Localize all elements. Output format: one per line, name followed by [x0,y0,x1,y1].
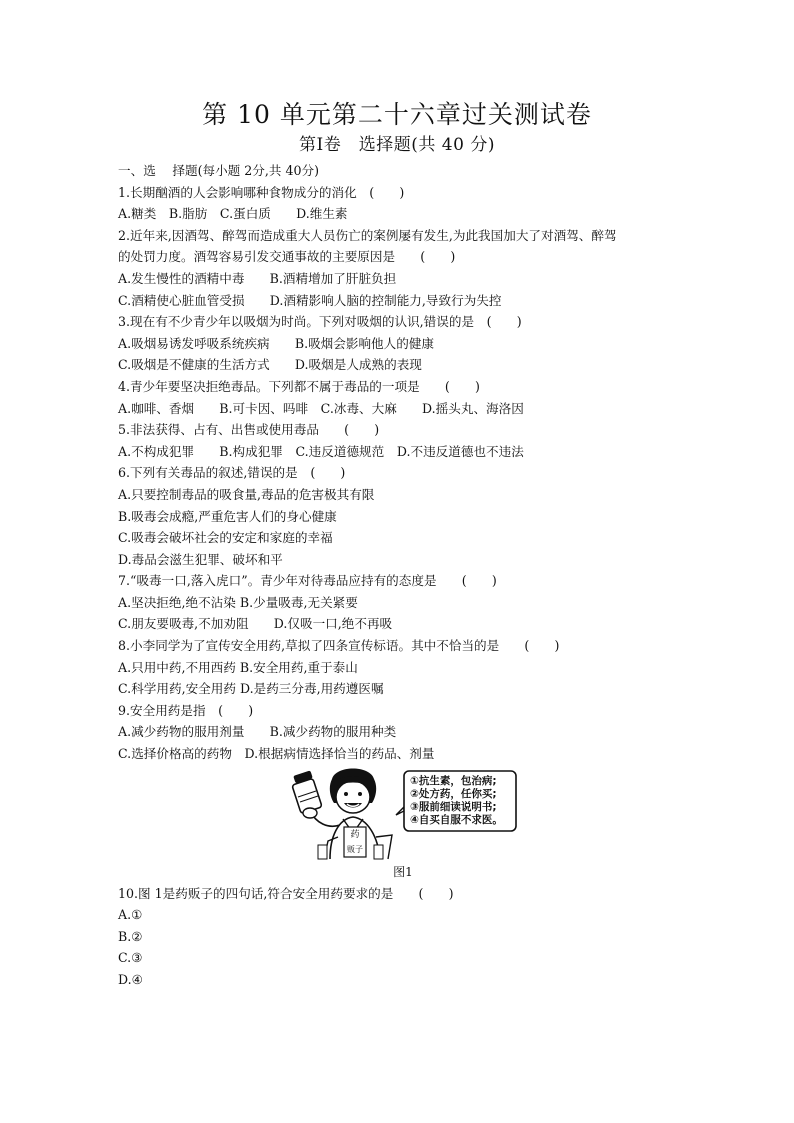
text-line-18: 7.“吸毒一口,落入虎口”。青少年对待毒品应持有的态度是 ( ) [118,573,497,589]
speech-bubble [396,771,516,831]
dealer-label-sign [344,827,366,857]
text-line-24: 9.安全用药是指 ( ) [118,702,254,718]
text-line-7: A.吸烟易诱发呼吸系统疾病 B.吸烟会影响他人的健康 [118,335,435,351]
figure-caption: 图1 [393,864,413,879]
text-line-16: C.吸毒会破坏社会的安定和家庭的幸福 [118,530,333,546]
text-line-6: 3.现在有不少青少年以吸烟为时尚。下列对吸烟的认识,错误的是 ( ) [118,314,522,330]
text-line-26: C.选择价格高的药物 D.根据病情选择恰当的药品、剂量 [118,746,435,762]
q10-line-4: D.④ [118,972,143,987]
q10-line-1: A.① [118,907,143,923]
text-line-11: 5.非法获得、占有、出售或使用毒品 ( ) [118,422,380,438]
question-lines [118,182,688,765]
text-line-10: A.咖啡、香烟 B.可卡因、吗啡 C.冰毒、大麻 D.摇头丸、海洛因 [118,400,524,416]
text-line-20: C.朋友要吸毒,不加劝阻 D.仅吸一口,绝不再吸 [118,616,393,632]
text-line-3: 的处罚力度。酒驾容易引发交通事故的主要原因是 ( ) [118,249,456,265]
text-line-0: 1.长期酗酒的人会影响哪种食物成分的消化 ( ) [118,184,405,200]
bubble-line-4: ④自买自服不求医。 [410,813,503,826]
text-line-25: A.减少药物的服用剂量 B.减少药物的服用种类 [118,724,397,740]
medicine-bottle-icon [292,770,322,813]
label-chars-2: 贩子 [347,844,363,854]
drug-dealer-illustration [288,767,528,861]
text-line-8: C.吸烟是不健康的生活方式 D.吸烟是人成熟的表现 [118,357,422,373]
text-line-5: C.酒精使心脏血管受损 D.酒精影响人脑的控制能力,导致行为失控 [118,292,502,308]
section-subtitle: 第Ⅰ卷 选择题(共 40 分) [299,135,495,155]
bubble-line-2: ②处方药，任你买; [410,787,497,800]
text-line-9: 4.青少年要坚决拒绝毒品。下列都不属于毒品的一项是 ( ) [118,378,480,394]
q10-line-2: B.② [118,928,143,944]
section-header: 一、选 择题(每小题 2分,共 40分) [118,163,320,178]
q10-line-0: 10.图 1是药贩子的四句话,符合安全用药要求的是 ( ) [118,885,454,901]
text-line-23: C.科学用药,安全用药 D.是药三分毒,用药遵医嘱 [118,681,384,697]
text-line-12: A.不构成犯罪 B.构成犯罪 C.违反道德规范 D.不违反道德也不违法 [118,443,524,459]
label-char-1: 药 [350,829,360,840]
question-content [118,160,688,991]
figure-1 [118,767,688,861]
text-line-4: A.发生慢性的酒精中毒 B.酒精增加了肝脏负担 [118,270,397,286]
text-line-1: A.糖类 B.脂肪 C.蛋白质 D.维生素 [118,206,348,222]
text-line-19: A.坚决拒绝,绝不沾染 B.少量吸毒,无关紧要 [118,594,358,610]
q10-line-3: C.③ [118,950,143,966]
text-line-13: 6.下列有关毒品的叙述,错误的是 ( ) [118,465,346,481]
text-line-2: 2.近年来,因酒驾、醉驾而造成重大人员伤亡的案例屡有发生,为此我国加大了对酒驾、醉驾 [118,227,617,243]
bubble-line-1: ①抗生素，包治病; [410,774,497,787]
exam-title: 第 10 单元第二十六章过关测试卷 [202,100,592,129]
bubble-line-3: ③服前细读说明书; [410,800,497,813]
text-line-15: B.吸毒会成瘾,严重危害人们的身心健康 [118,508,337,524]
question-10-lines [118,883,688,991]
dealer-head [330,768,376,813]
text-line-17: D.毒品会滋生犯罪、破坏和平 [118,551,283,567]
text-line-14: A.只要控制毒品的吸食量,毒品的危害极其有限 [118,486,375,502]
text-line-22: A.只用中药,不用西药 B.安全用药,重于泰山 [118,659,358,675]
text-line-21: 8.小李同学为了宣传安全用药,草拟了四条宣传标语。其中不恰当的是 ( ) [118,638,560,654]
